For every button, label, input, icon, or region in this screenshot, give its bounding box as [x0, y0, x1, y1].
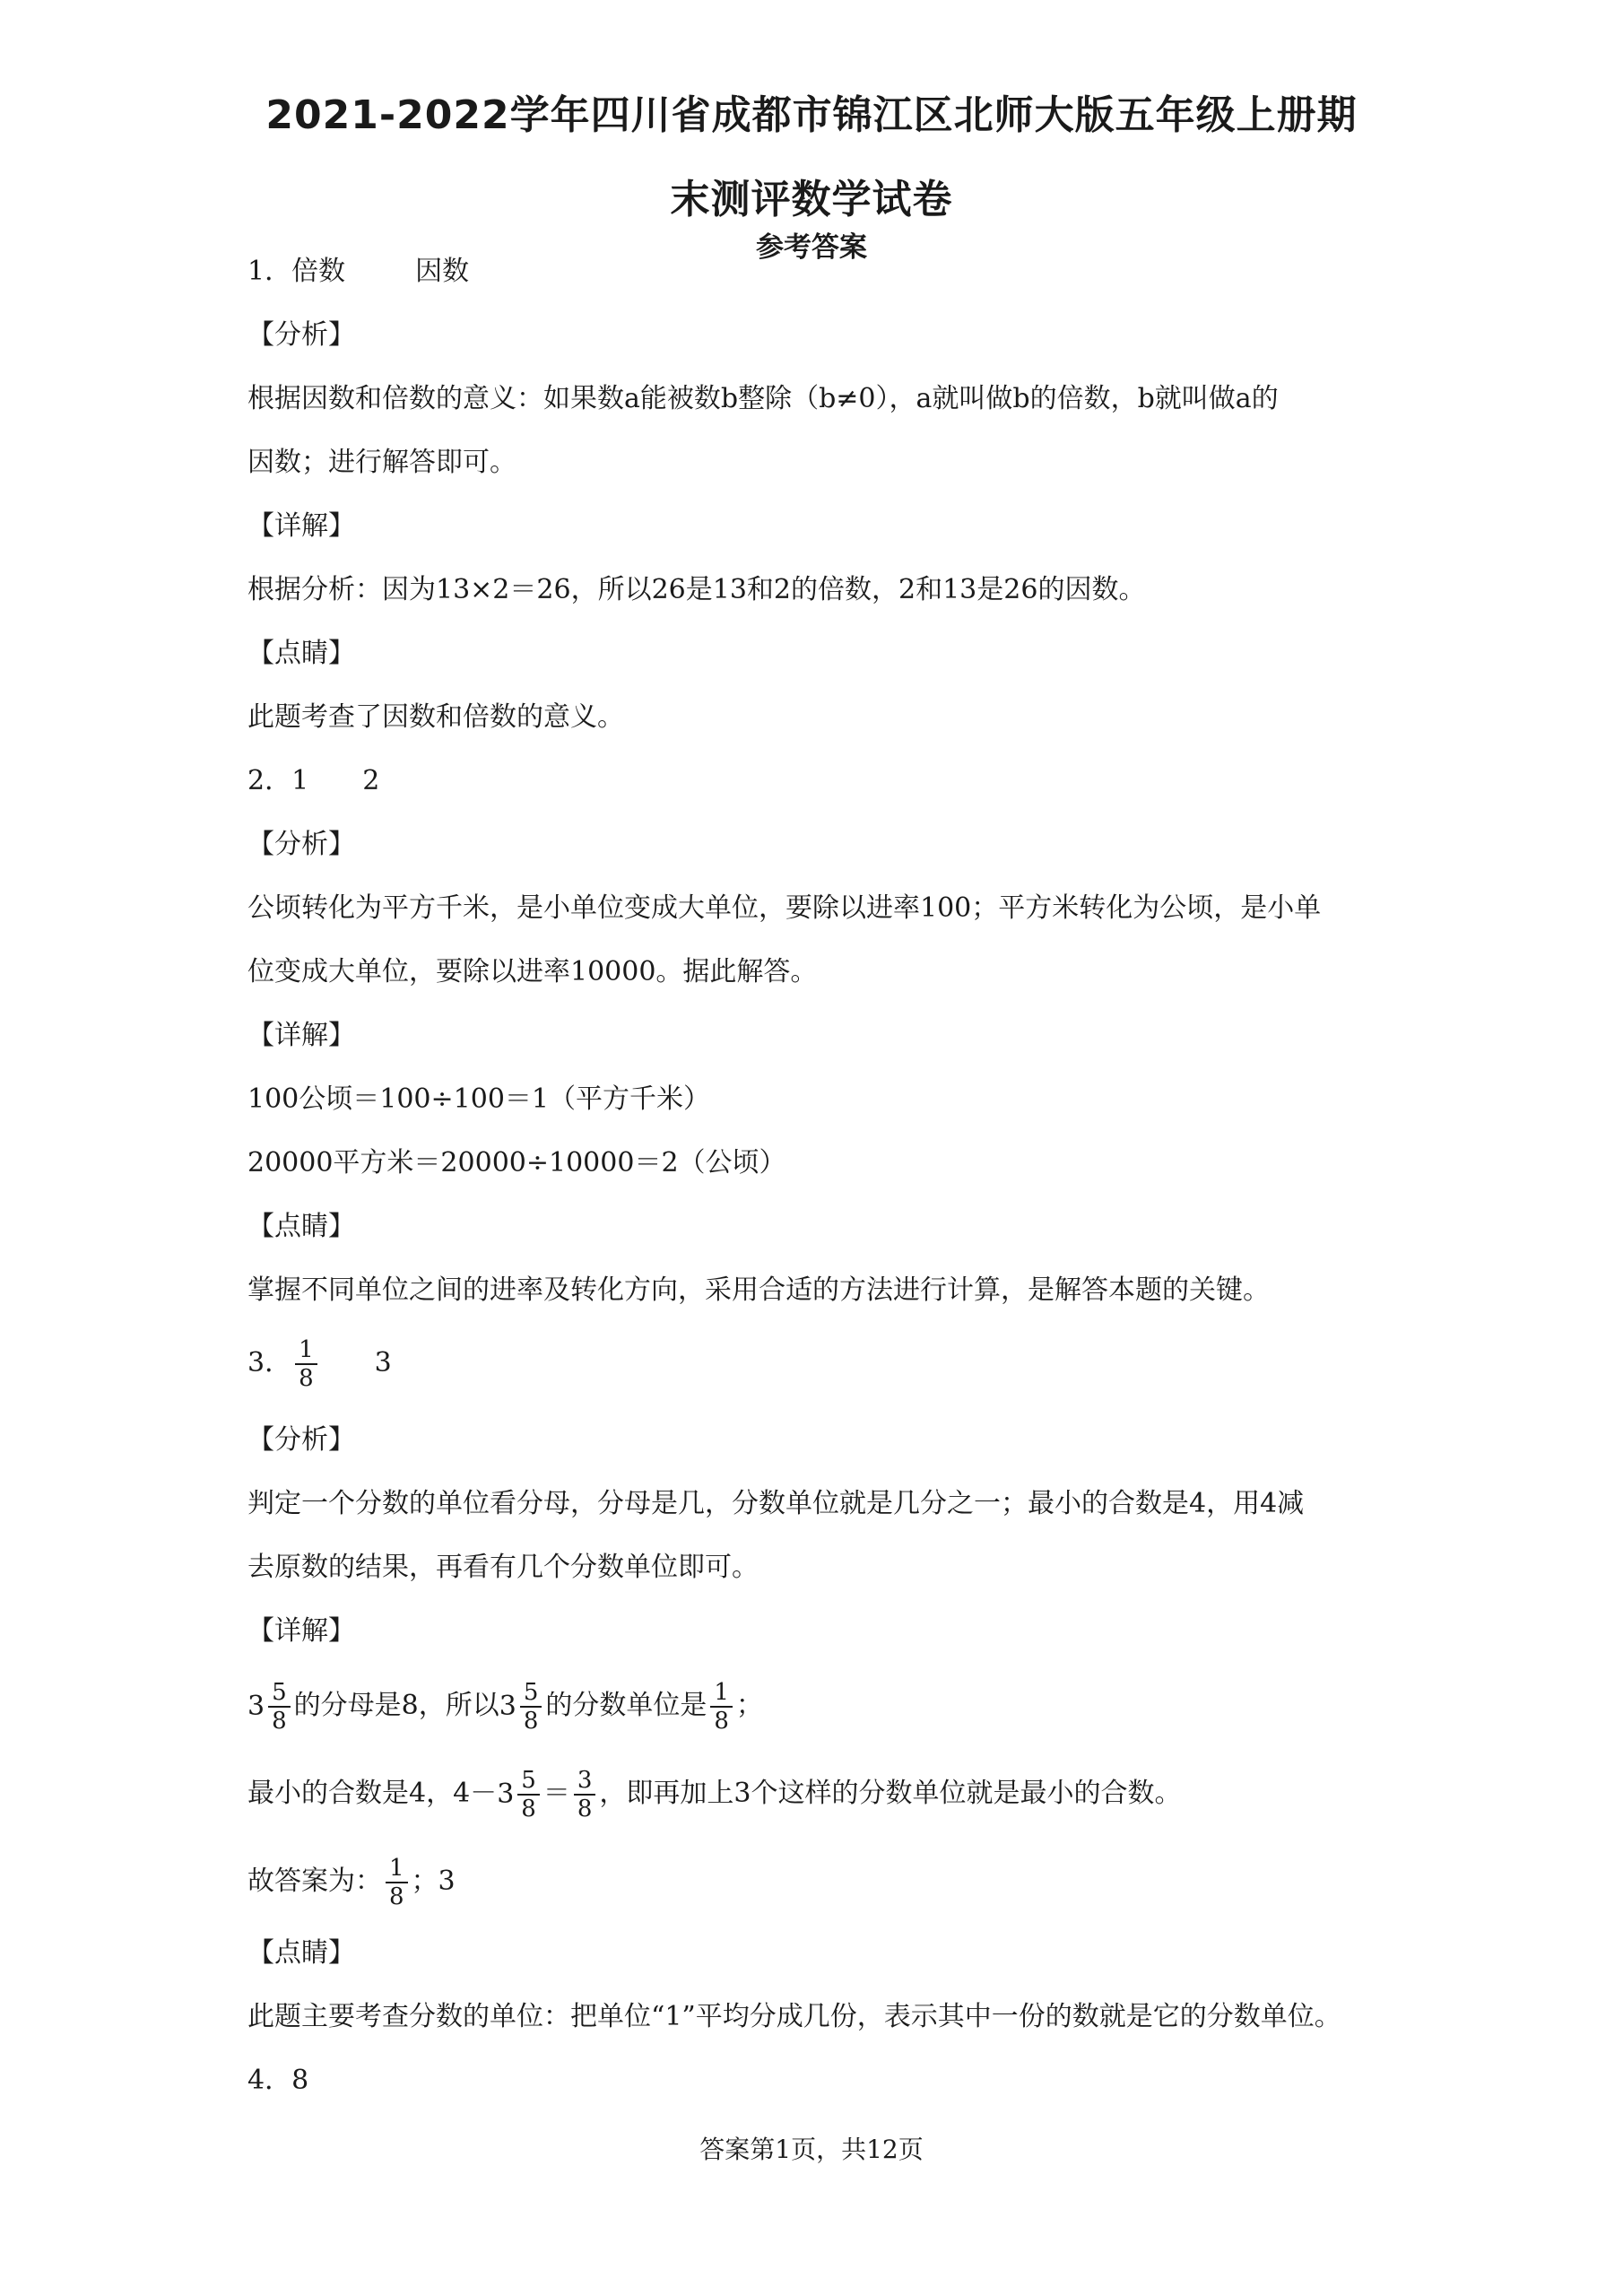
q3-analysis-line-1: 判定一个分数的单位看分母，分母是几，分数单位就是几分之一；最小的合数是4，用4减 — [247, 1488, 1305, 1519]
frac-numerator: 1 — [386, 1855, 408, 1883]
frac-denominator: 8 — [577, 1796, 593, 1822]
q3-answer-fraction — [295, 1336, 317, 1392]
q1-answer — [247, 254, 469, 290]
q2-analysis-tag: 【分析】 — [247, 829, 355, 860]
frac-numerator: 5 — [520, 1679, 542, 1708]
detail-text: ，即再加上3个这样的分数单位就是最小的合数。 — [599, 1778, 1182, 1809]
frac-denominator: 8 — [272, 1708, 287, 1735]
q2-comment-line-1: 掌握不同单位之间的进率及转化方向，采用合适的方法进行计算，是解答本题的关键。 — [247, 1274, 1270, 1306]
equals-sign: ＝ — [542, 1778, 570, 1809]
q2-detail-line-1: 100公顷＝100÷100＝1（平方千米） — [247, 1083, 711, 1115]
frac-numerator: 1 — [710, 1679, 733, 1708]
q1-analysis-line-1: 根据因数和倍数的意义：如果数a能被数b整除（b≠0），a就叫做b的倍数，b就叫做a的 — [247, 383, 1279, 414]
q1-answer-1: 1．倍数 — [247, 256, 346, 287]
frac-numerator: 5 — [517, 1767, 540, 1796]
detail-text: 的分母是8，所以 — [293, 1690, 499, 1721]
detail-text: ；3 — [411, 1866, 456, 1897]
frac-numerator: 3 — [574, 1767, 596, 1796]
subtitle: 参考答案 — [756, 231, 867, 264]
fraction — [710, 1679, 733, 1735]
q2-analysis-line-1: 公顷转化为平方千米，是小单位变成大单位，要除以进率100；平方米转化为公顷，是小单 — [247, 892, 1322, 924]
detail-text: 最小的合数是4，4－ — [247, 1778, 498, 1809]
q2-analysis-line-2: 位变成大单位，要除以进率10000。据此解答。 — [247, 956, 818, 987]
fraction — [386, 1855, 408, 1910]
q4-answer: 4．8 — [247, 2065, 309, 2096]
q1-detail-tag: 【详解】 — [247, 510, 355, 542]
q2-answer-2: 2 — [362, 765, 380, 796]
q3-answer — [247, 1336, 392, 1392]
mixed-whole: 3 — [247, 1691, 265, 1722]
q2-comment-tag: 【点睛】 — [247, 1211, 355, 1242]
mixed-whole: 3 — [497, 1779, 515, 1810]
q3-detail-tag: 【详解】 — [247, 1615, 355, 1647]
frac-denominator: 8 — [714, 1708, 729, 1735]
q3-analysis-line-2: 去原数的结果，再看有几个分数单位即可。 — [247, 1552, 759, 1583]
frac-denominator: 8 — [299, 1365, 314, 1392]
q3-comment-line-1: 此题主要考查分数的单位：把单位“1”平均分成几份，表示其中一份的数就是它的分数单位。 — [247, 2001, 1341, 2032]
frac-numerator: 1 — [295, 1336, 317, 1365]
q1-answer-2: 因数 — [415, 256, 470, 287]
frac-denominator: 8 — [523, 1708, 539, 1735]
frac-denominator: 8 — [389, 1883, 404, 1910]
detail-text: ； — [735, 1690, 763, 1721]
page-title-line-2: 末测评数学试卷 — [670, 177, 953, 222]
q2-detail-tag: 【详解】 — [247, 1020, 355, 1051]
q3-detail-line-3 — [247, 1855, 456, 1910]
fraction — [517, 1767, 540, 1822]
q2-answer-1: 2．1 — [247, 765, 309, 796]
q2-detail-line-2: 20000平方米＝20000÷10000＝2（公顷） — [247, 1147, 786, 1178]
detail-text: 的分数单位是 — [545, 1690, 707, 1721]
fraction — [574, 1767, 596, 1822]
q2-answer — [247, 763, 379, 799]
q1-detail-line-1: 根据分析：因为13×2＝26，所以26是13和2的倍数，2和13是26的因数。 — [247, 574, 1146, 605]
q3-detail-line-1 — [247, 1679, 763, 1735]
detail-text: 故答案为： — [247, 1866, 382, 1897]
q1-comment-line-1: 此题考查了因数和倍数的意义。 — [247, 701, 624, 733]
page-footer: 答案第1页，共12页 — [699, 2135, 924, 2164]
q3-answer-2: 3 — [374, 1347, 392, 1378]
page-title-line-1: 2021-2022学年四川省成都市锦江区北师大版五年级上册期 — [265, 92, 1358, 138]
q3-comment-tag: 【点睛】 — [247, 1937, 355, 1969]
mixed-whole: 3 — [499, 1691, 516, 1722]
q1-comment-tag: 【点睛】 — [247, 638, 355, 669]
fraction — [520, 1679, 542, 1735]
frac-numerator: 5 — [268, 1679, 291, 1708]
q3-detail-line-2 — [247, 1767, 1181, 1822]
q1-analysis-line-2: 因数；进行解答即可。 — [247, 447, 516, 478]
q3-answer-1: 3． — [247, 1347, 292, 1378]
fraction — [268, 1679, 291, 1735]
q1-analysis-tag: 【分析】 — [247, 319, 355, 351]
q3-analysis-tag: 【分析】 — [247, 1424, 355, 1456]
frac-denominator: 8 — [521, 1796, 536, 1822]
